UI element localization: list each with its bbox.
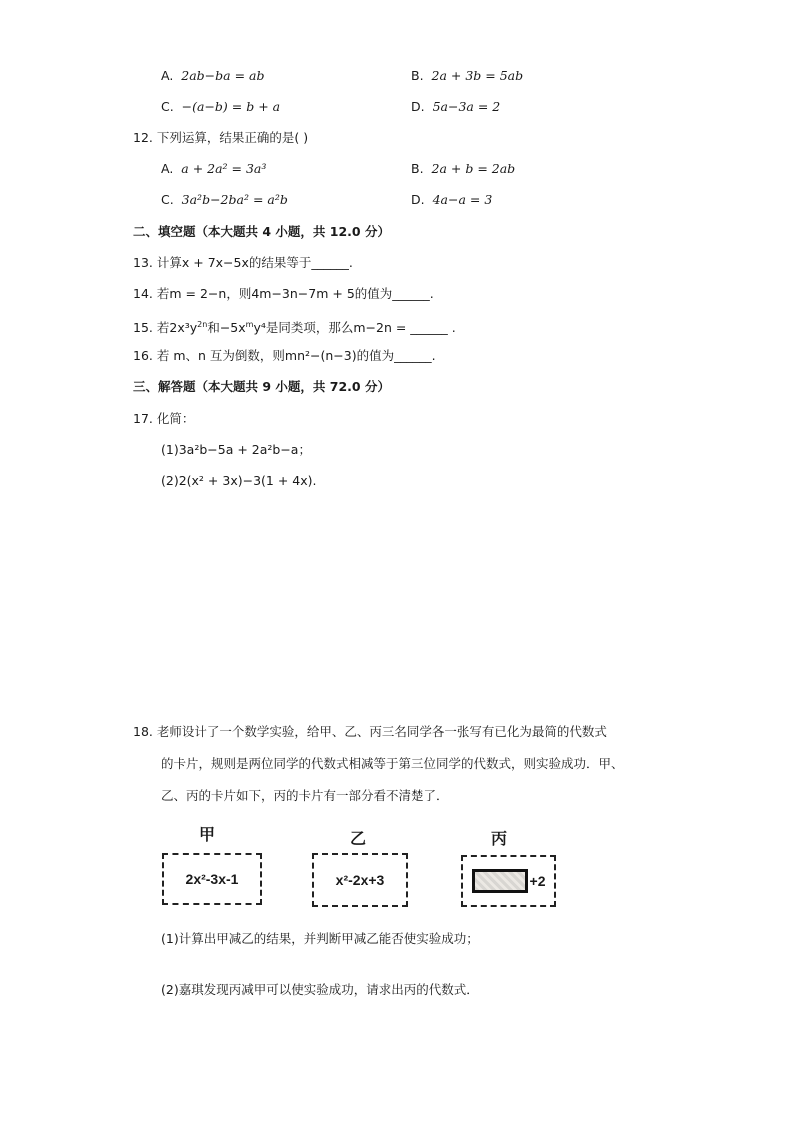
q14: 14. 若m = 2−n，则4m−3n−7m + 5的值为______. [133, 286, 434, 301]
q12-option-d: D. 4a−a = 3 [411, 192, 493, 207]
q12-option-b: B. 2a + b = 2ab [411, 161, 516, 176]
card-yi-label: 乙 [349, 829, 366, 848]
q18-line-1: 18. 老师设计了一个数学实验，给甲、乙、丙三名同学各一张写有已化为最简的代数式 [133, 724, 607, 739]
q12-option-a: A. a + 2a² = 3a³ [161, 161, 267, 176]
card-bing-label: 丙 [490, 829, 507, 848]
q11-option-a: A. 2ab−ba = ab [161, 68, 265, 83]
q18-line-2: 的卡片，规则是两位同学的代数式相减等于第三位同学的代数式，则实验成功．甲、 [161, 756, 624, 771]
section-heading-fill-in: 二、填空题（本大题共 4 小题，共 12.0 分） [133, 224, 390, 239]
card-yi-expr: x²-2x+3 [335, 872, 385, 888]
q18-line-3: 乙、丙的卡片如下，丙的卡片有一部分看不清楚了． [161, 788, 449, 803]
q13: 13. 计算x + 7x−5x的结果等于______. [133, 255, 353, 270]
card-jia-expr: 2x²-3x-1 [185, 871, 239, 887]
q18-part-2: (2)嘉琪发现丙减甲可以使实验成功，请求出丙的代数式． [161, 982, 479, 997]
q11-option-b: B. 2a + 3b = 5ab [411, 68, 524, 83]
q17-part-1: (1)3a²b−5a + 2a²b−a； [161, 442, 311, 457]
card-bing [461, 855, 556, 907]
q11-option-d: D. 5a−3a = 2 [411, 99, 501, 114]
card-bing-expr: +2 [529, 873, 546, 889]
card-jia-label: 甲 [198, 825, 215, 844]
q17-stem: 17. 化简： [133, 411, 195, 426]
q12-option-c: C. 3a²b−2ba² = a²b [161, 192, 288, 207]
q15: 15. 若$2x^3y^{2n}$和$-5x^my^4$是同类项，那么m−2n = ______ . [133, 320, 456, 336]
q16: 16. 若 m、n 互为倒数，则mn²−(n−3)的值为______. [133, 348, 436, 363]
obscured-area [472, 869, 528, 893]
q18-part-1: (1)计算出甲减乙的结果，并判断甲减乙能否使实验成功； [161, 931, 479, 946]
q12-stem: 12. 下列运算，结果正确的是( ) [133, 130, 309, 145]
section-heading-solutions: 三、解答题（本大题共 9 小题，共 72.0 分） [133, 379, 390, 394]
card-yi [312, 853, 408, 907]
q17-part-2: (2)2(x² + 3x)−3(1 + 4x). [161, 473, 317, 488]
card-jia [162, 853, 262, 905]
q11-option-c: C. −(a−b) = b + a [161, 99, 281, 114]
